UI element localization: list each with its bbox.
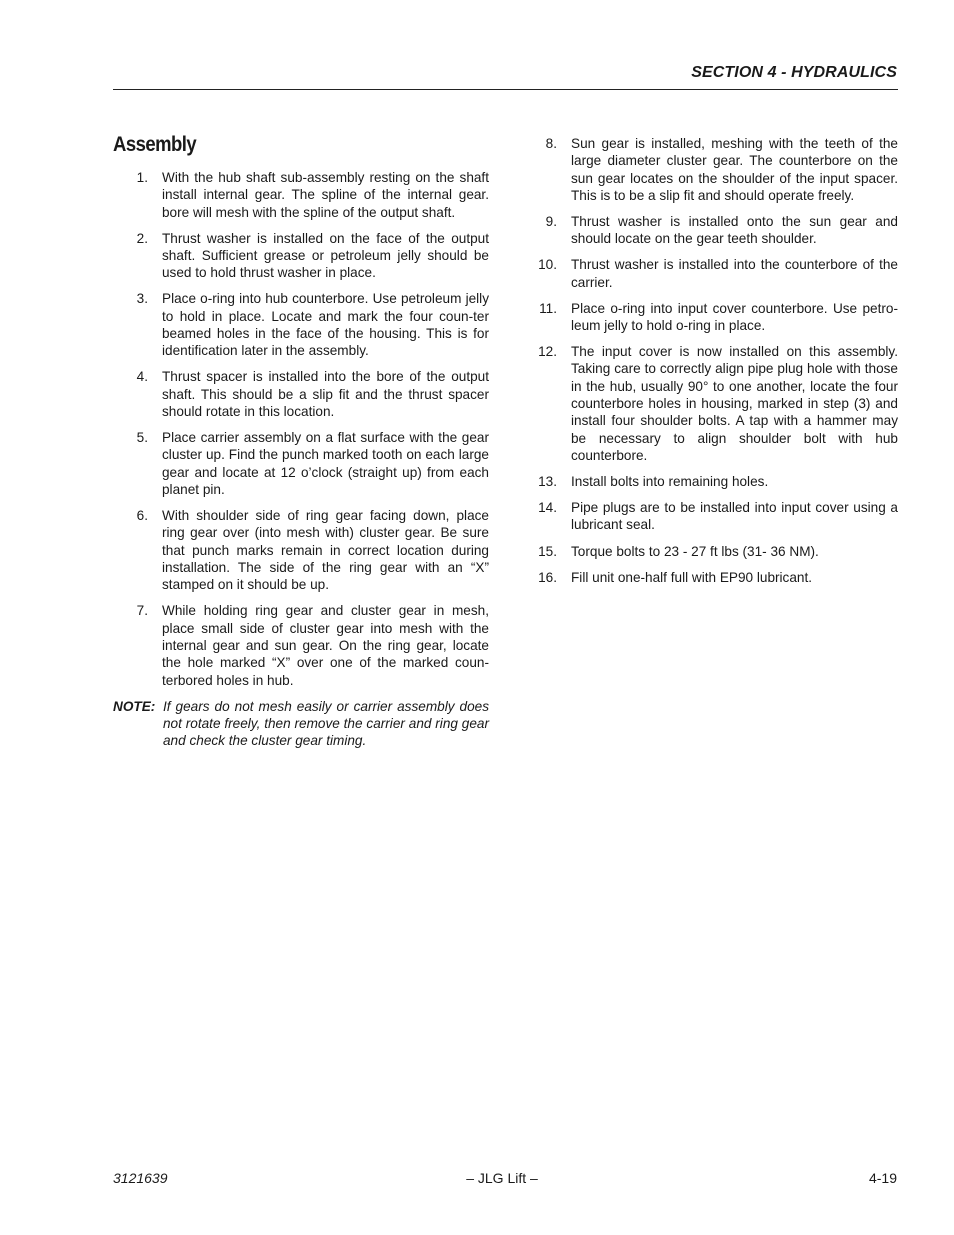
step-item — [113, 429, 489, 498]
step-text: Thrust washer is installed on the face of the output shaft. Sufficient grease or petroleum jelly should be used to hold thrust washer in place. — [162, 230, 489, 281]
footer-page-number: 4-19 — [868, 1170, 897, 1186]
step-number: 5. — [136, 430, 148, 446]
step-number: 6. — [136, 508, 148, 524]
step-number: 3. — [136, 291, 148, 307]
step-text: Pipe plugs are to be installed into input cover using a lubricant seal. — [571, 500, 898, 533]
step-item — [113, 602, 489, 688]
step-number: 10. — [538, 257, 557, 273]
note-label: NOTE: — [113, 698, 156, 714]
note-block — [113, 698, 489, 750]
step-item — [530, 473, 898, 490]
step-item — [530, 343, 898, 464]
step-item — [530, 256, 898, 291]
step-text: Place o-ring into hub counterbore. Use petroleum jelly to hold in place. Locate and mark the four coun-ter beamed holes in the face of the housing. This is for identification later in the assembly. — [162, 291, 489, 359]
step-item — [113, 230, 489, 282]
step-item — [530, 300, 898, 335]
step-number: 8. — [545, 136, 557, 151]
step-item — [530, 499, 898, 534]
right-column — [530, 135, 898, 595]
note-text: If gears do not mesh easily or carrier assembly does not rotate freely, then remove the carrier and ring gear and check the cluster gear timing. — [163, 698, 489, 749]
step-text: With the hub shaft sub-assembly resting on the shaft install internal gear. The spline of the internal gear. bore will mesh with the spline of the output shaft. — [162, 170, 489, 220]
step-number: 4. — [136, 369, 148, 385]
step-number: 12. — [538, 344, 557, 360]
footer-doc-number: 3121639 — [113, 1170, 168, 1186]
step-text: Thrust spacer is installed into the bore of the output shaft. This should be a slip fit and the thrust spacer should rotate in this location. — [162, 369, 489, 419]
step-number: 13. — [538, 474, 557, 490]
step-text: Place o-ring into input cover counterbore. Use petro-leum jelly to hold o-ring in place. — [571, 300, 898, 334]
page-heading: Assembly — [113, 133, 197, 156]
step-number: 16. — [538, 569, 557, 585]
step-text: While holding ring gear and cluster gear in mesh, place small side of cluster gear into mesh with the internal gear and sun gear. On the ring gear, locate the hole marked “X” over one of the marked coun-terbored holes in hub. — [162, 603, 489, 688]
header-divider — [113, 89, 898, 90]
step-number: 7. — [136, 603, 148, 619]
step-text: Install bolts into remaining holes. — [571, 474, 769, 490]
footer-brand: – JLG Lift – — [466, 1170, 538, 1186]
step-item — [530, 569, 898, 586]
step-number: 2. — [136, 230, 148, 246]
step-number: 9. — [545, 213, 557, 229]
section-header: SECTION 4 - HYDRAULICS — [691, 64, 897, 81]
step-item — [113, 368, 489, 420]
step-text: Sun gear is installed, meshing with the teeth of the large diameter cluster gear. The counterbore on the sun gear locates on the shoulder of the input spacer. This is to be a slip fit and should operate freely. — [571, 136, 898, 203]
step-text: The input cover is now installed on this assembly. Taking care to correctly align pipe plug hole with those in the hub, usually 90° to one another, locate the four counterbore holes in housing, marked in step (3) and install four shoulder bolts. A tap with a hammer may be necessary to align shoulder bolt with hub counterbore. — [571, 344, 898, 463]
step-text: Torque bolts to 23 - 27 ft lbs (31- 36 NM). — [571, 543, 819, 559]
step-number: 11. — [539, 300, 557, 316]
step-number: 15. — [538, 543, 557, 559]
step-item — [530, 543, 898, 560]
step-text: Fill unit one-half full with EP90 lubricant. — [571, 569, 813, 585]
step-item — [113, 290, 489, 359]
step-item — [530, 213, 898, 248]
left-column — [113, 169, 489, 749]
step-text: Place carrier assembly on a flat surface with the gear cluster up. Find the punch marked tooth on each large gear and locate at 12 o’clock (straight up) from each planet pin. — [162, 430, 489, 497]
step-text: With shoulder side of ring gear facing down, place ring gear over (into mesh with) cluster gear. Be sure that punch marks remain in correct location during installation. The side of the ring gear with an “X” stamped on it should be up. — [162, 508, 489, 593]
step-number: 14. — [538, 500, 557, 516]
step-item — [113, 507, 489, 593]
step-text: Thrust washer is installed into the counterbore of the carrier. — [571, 257, 898, 290]
step-item — [113, 169, 489, 221]
step-text: Thrust washer is installed onto the sun gear and should locate on the gear teeth shoulder. — [571, 213, 898, 247]
step-item — [530, 135, 898, 204]
step-number: 1. — [136, 170, 148, 185]
